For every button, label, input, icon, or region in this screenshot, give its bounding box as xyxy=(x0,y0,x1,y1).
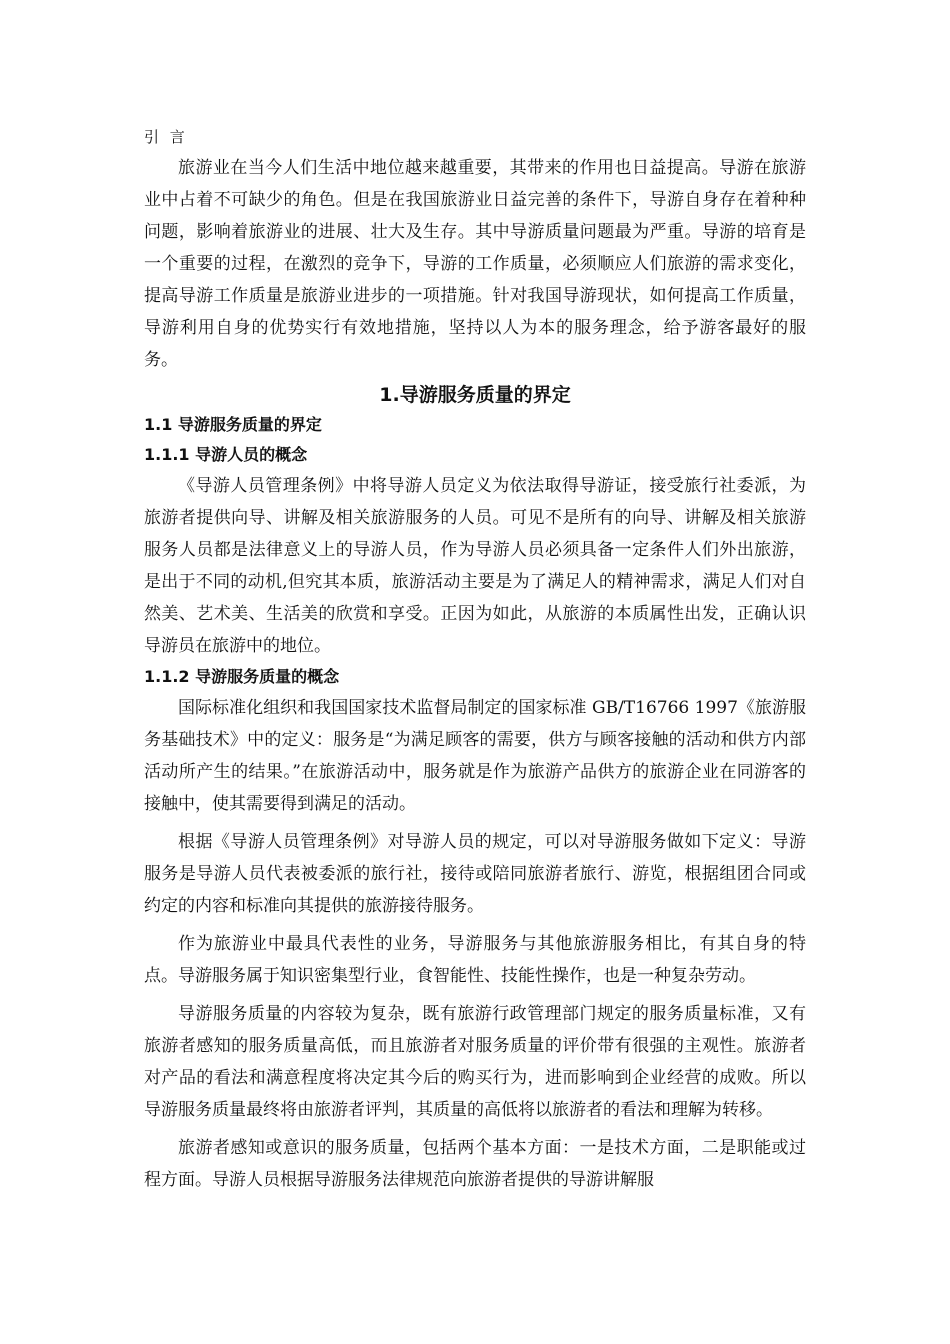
subsection-heading-1-1-1: 1.1.1 导游人员的概念 xyxy=(144,445,308,464)
intro-label: 引 言 xyxy=(144,128,188,146)
paragraph-1-1-2-e: 旅游者感知或意识的服务质量，包括两个基本方面：一是技术方面，二是职能或过程方面。导游人员根据导游服务法律规范向旅游者提供的导游讲解服 xyxy=(144,1138,806,1190)
section-heading-1-1: 1.1 导游服务质量的界定 xyxy=(144,415,322,434)
paragraph-1-1-2-a: 国际标准化组织和我国国家技术监督局制定的国家标准 GB/T16766 1997《旅游服务基础技术》中的定义：服务是“为满足顾客的需要，供方与顾客接触的活动和供方内部活动所产生的结果。”在旅游活动中，服务就是作为旅游产品供方的旅游企业在同游客的接触中，使其需要得到满足的活动。 xyxy=(144,698,806,814)
paragraph-1-1-1: 《导游人员管理条例》中将导游人员定义为依法取得导游证，接受旅行社委派，为旅游者提供向导、讲解及相关旅游服务的人员。可见不是所有的向导、讲解及相关旅游服务人员都是法律意义上的导游人员，作为导游人员必须具备一定条件人们外出旅游，是出于不同的动机,但究其本质，旅游活动主要是为了满足人的精神需求，满足人们对自然美、艺术美、生活美的欣赏和享受。正因为如此，从旅游的本质属性出发，正确认识导游员在旅游中的地位。 xyxy=(144,476,806,656)
document-body xyxy=(144,122,806,1196)
chapter-title: 1.导游服务质量的界定 xyxy=(379,384,571,406)
paragraph-1-1-2-d: 导游服务质量的内容较为复杂，既有旅游行政管理部门规定的服务质量标准，又有旅游者感知的服务质量高低，而且旅游者对服务质量的评价带有很强的主观性。旅游者对产品的看法和满意程度将决定其今后的购买行为，进而影响到企业经营的成败。所以导游服务质量最终将由旅游者评判，其质量的高低将以旅游者的看法和理解为转移。 xyxy=(144,1004,806,1120)
paragraph-1-1-2-c: 作为旅游业中最具代表性的业务，导游服务与其他旅游服务相比，有其自身的特点。导游服务属于知识密集型行业，食智能性、技能性操作，也是一种复杂劳动。 xyxy=(144,934,806,986)
subsection-heading-1-1-2: 1.1.2 导游服务质量的概念 xyxy=(144,667,340,686)
intro-paragraph: 旅游业在当今人们生活中地位越来越重要，其带来的作用也日益提高。导游在旅游业中占着不可缺少的角色。但是在我国旅游业日益完善的条件下，导游自身存在着种种问题，影响着旅游业的进展、壮大及生存。其中导游质量问题最为严重。导游的培育是一个重要的过程，在激烈的竞争下，导游的工作质量，必须顺应人们旅游的需求变化，提高导游工作质量是旅游业进步的一项措施。针对我国导游现状，如何提高工作质量，导游利用自身的优势实行有效地措施，坚持以人为本的服务理念，给予游客最好的服务。 xyxy=(144,158,806,370)
paragraph-1-1-2-b: 根据《导游人员管理条例》对导游人员的规定，可以对导游服务做如下定义：导游服务是导游人员代表被委派的旅行社，接待或陪同旅游者旅行、游览，根据组团合同或约定的内容和标准向其提供的旅游接待服务。 xyxy=(144,832,806,916)
